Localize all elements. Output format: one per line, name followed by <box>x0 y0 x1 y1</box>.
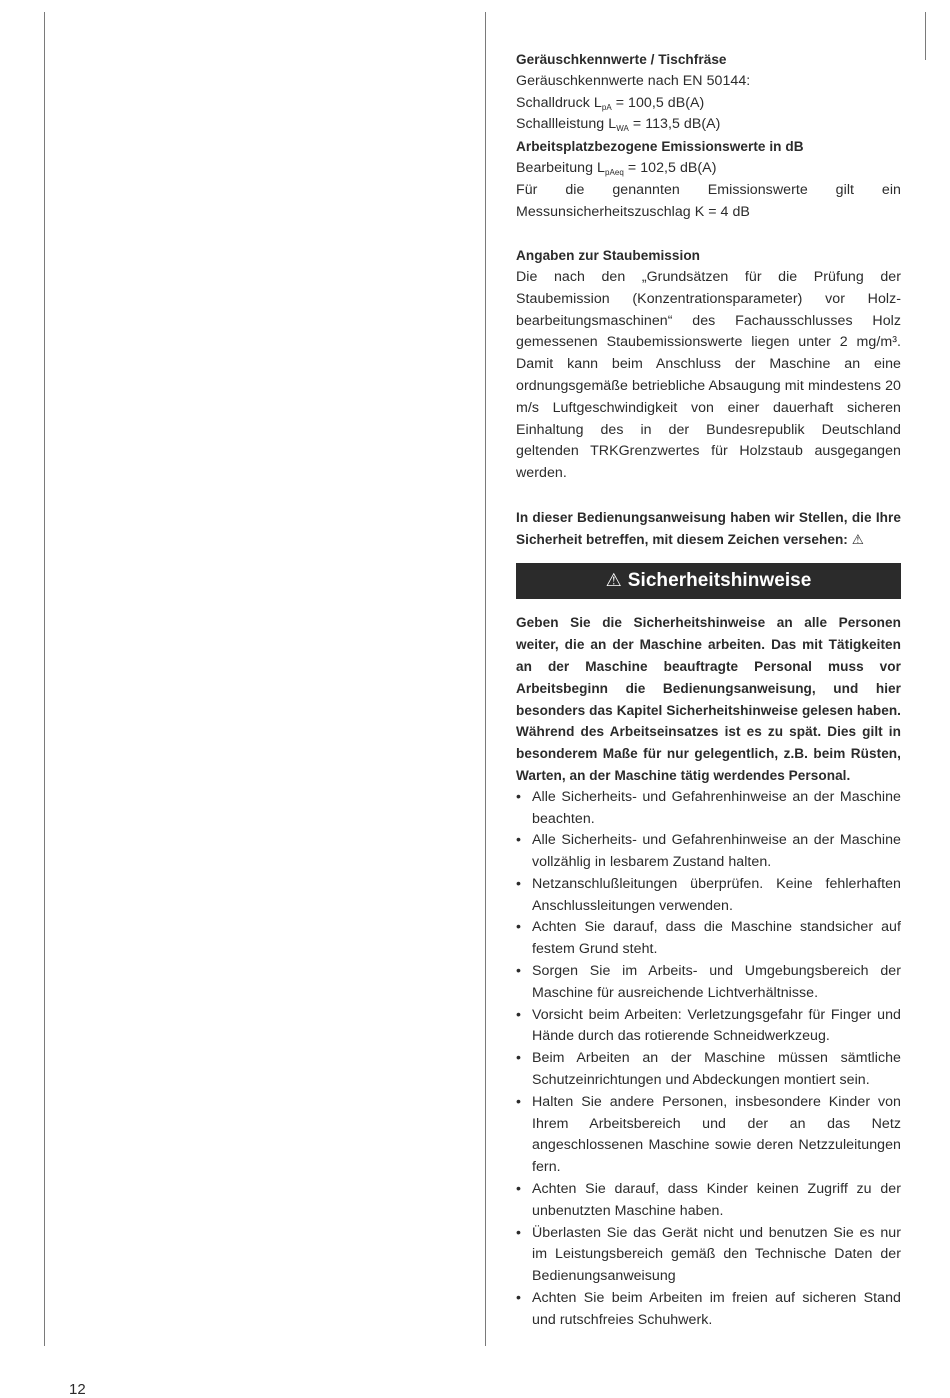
bullet-icon: • <box>516 1290 522 1307</box>
list-item <box>516 1223 901 1288</box>
safety-notice <box>516 507 901 551</box>
list-item <box>516 787 901 831</box>
list-item-text: Achten Sie darauf, dass Kinder keinen Zugriff zu der unbenutzten Maschine haben. <box>532 1181 901 1219</box>
spacer <box>516 223 901 245</box>
list-item-text: Beim Arbeiten an der Maschine müssen sämtliche Schutzeinrichtungen und Abdeckungen montiert sein. <box>532 1050 901 1089</box>
bullet-icon: • <box>516 963 522 980</box>
list-item-text: Halten Sie andere Personen, insbesondere Kinder von Ihrem Arbeitsbereich und der an das Netz angeschlossenen Maschine sowie deren Netzzuleitungen fern. <box>532 1093 901 1176</box>
sound-power-subscript: WA <box>616 124 629 134</box>
safety-intro: Geben Sie die Sicherheitshinweise an alle Personen weiter, die an der Maschine arbeiten. Das mit Tätigkeiten an der Maschine beauftragte Personal muss vor Arbeitsbeginn die Bedienungsanweisung, und hier besonders das Kapitel Sicherheitshinweise gelesen haben. Während des Arbeitseinsatzes ist es zu spät. Dies gilt in besonderem Maße für nur gelegentlich, z.B. beim Rüsten, Warten, an der Maschine tätig werdendes Personal. <box>516 615 901 783</box>
list-item <box>516 1005 901 1049</box>
center-column-rule <box>485 12 486 1346</box>
safety-banner-title: Sicherheitshinweise <box>627 570 812 592</box>
sound-power-value: = 113,5 dB(A) <box>628 116 721 133</box>
processing-line <box>516 158 901 180</box>
bullet-icon: • <box>516 1006 522 1023</box>
processing-value: = 102,5 dB(A) <box>623 159 717 176</box>
list-item <box>516 1288 901 1332</box>
bullet-icon: • <box>516 919 522 936</box>
list-item-text: Achten Sie darauf, dass die Maschine standsicher auf festem Grund steht. <box>532 919 901 958</box>
bullet-icon: • <box>516 1050 522 1067</box>
page-number: 12 <box>69 1381 86 1398</box>
sound-pressure-label: Schalldruck L <box>516 94 602 111</box>
sound-power-line <box>516 114 901 136</box>
warning-triangle-icon: ⚠ <box>851 531 864 547</box>
list-item-text: Vorsicht beim Arbeiten: Verletzungsgefahr für Finger und Hände durch das rotierende Schneidwerkzeug. <box>532 1006 901 1045</box>
list-item <box>516 961 901 1005</box>
left-margin-rule <box>44 12 45 1346</box>
list-item <box>516 1048 901 1092</box>
sound-pressure-value: = 100,5 dB(A) <box>611 94 705 111</box>
bullet-icon: • <box>516 788 522 805</box>
bullet-icon: • <box>516 875 522 892</box>
workplace-emission-heading: Arbeitsplatzbezogene Emissionswerte in dB <box>516 139 804 155</box>
list-item <box>516 830 901 874</box>
noise-norm: Geräuschkennwerte nach EN 50144: <box>516 72 751 89</box>
bullet-icon: • <box>516 1181 522 1198</box>
dust-text: Die nach den „Grundsätzen für die Prüfung der Staubemission (Konzentrationsparameter) vor Holzbearbeitungsmaschinen“ des Fachausschlusses Holz gemessenen Staubemissionswerte liegen unter 2 mg/m³. Damit kann beim Anschluss der Maschine an eine ordnungsgemäße betriebliche Absaugung mit mindestens 20 m/s Luftgeschwindigkeit von einer dauerhaft sicheren Einhaltung des in der Bundesrepublik Deutschland geltenden TRKGrenzwertes für Holzstaub ausgegangen werden. <box>516 268 901 482</box>
sound-pressure-subscript: pA <box>601 102 612 112</box>
list-item-text: Sorgen Sie im Arbeits- und Umgebungsbereich der Maschine für ausreichende Lichtverhältnisse. <box>532 963 901 1001</box>
bullet-icon: • <box>516 1224 522 1241</box>
list-item-text: Alle Sicherheits- und Gefahrenhinweise an der Maschine vollzählig in lesbarem Zustand halten. <box>532 832 901 871</box>
list-item-text: Alle Sicherheits- und Gefahrenhinweise an der Maschine beachten. <box>532 788 901 827</box>
list-item <box>516 874 901 918</box>
safety-banner <box>516 563 901 599</box>
warning-triangle-icon: ⚠ <box>605 570 622 591</box>
list-item <box>516 917 901 961</box>
bullet-icon: • <box>516 832 522 849</box>
processing-label: Bearbeitung L <box>516 159 605 176</box>
sound-pressure-line <box>516 93 901 115</box>
safety-list <box>516 787 901 1332</box>
sound-power-label: Schallleistung L <box>516 116 617 133</box>
dust-heading: Angaben zur Staubemission <box>516 248 701 264</box>
list-item <box>516 1092 901 1179</box>
spacer <box>516 485 901 507</box>
list-item-text: Überlasten Sie das Gerät nicht und benutzen Sie es nur im Leistungsbereich gemäß den Technische Daten der Bedienungsanweisung <box>532 1224 901 1285</box>
list-item-text: Netzanschlußleitungen überprüfen. Keine fehlerhaften Anschlussleitungen verwenden. <box>532 875 901 914</box>
noise-heading: Geräuschkennwerte / Tischfräse <box>516 52 727 67</box>
processing-subscript: pAeq <box>605 167 624 177</box>
right-edge-rule <box>925 12 926 60</box>
list-item <box>516 1179 901 1223</box>
safety-notice-text: In dieser Bedienungsanweisung haben wir Stellen, die Ihre Sicherheit betreffen, mit diesem Zeichen versehen: <box>516 509 901 547</box>
list-item-text: Achten Sie beim Arbeiten im freien auf sicheren Stand und rutschfreies Schuhwerk. <box>532 1290 901 1328</box>
bullet-icon: • <box>516 1093 522 1110</box>
uncertainty-text: Für die genannten Emissionswerte gilt ein Messunsicherheitszuschlag K = 4 dB <box>516 181 901 220</box>
text-column <box>516 49 901 1332</box>
